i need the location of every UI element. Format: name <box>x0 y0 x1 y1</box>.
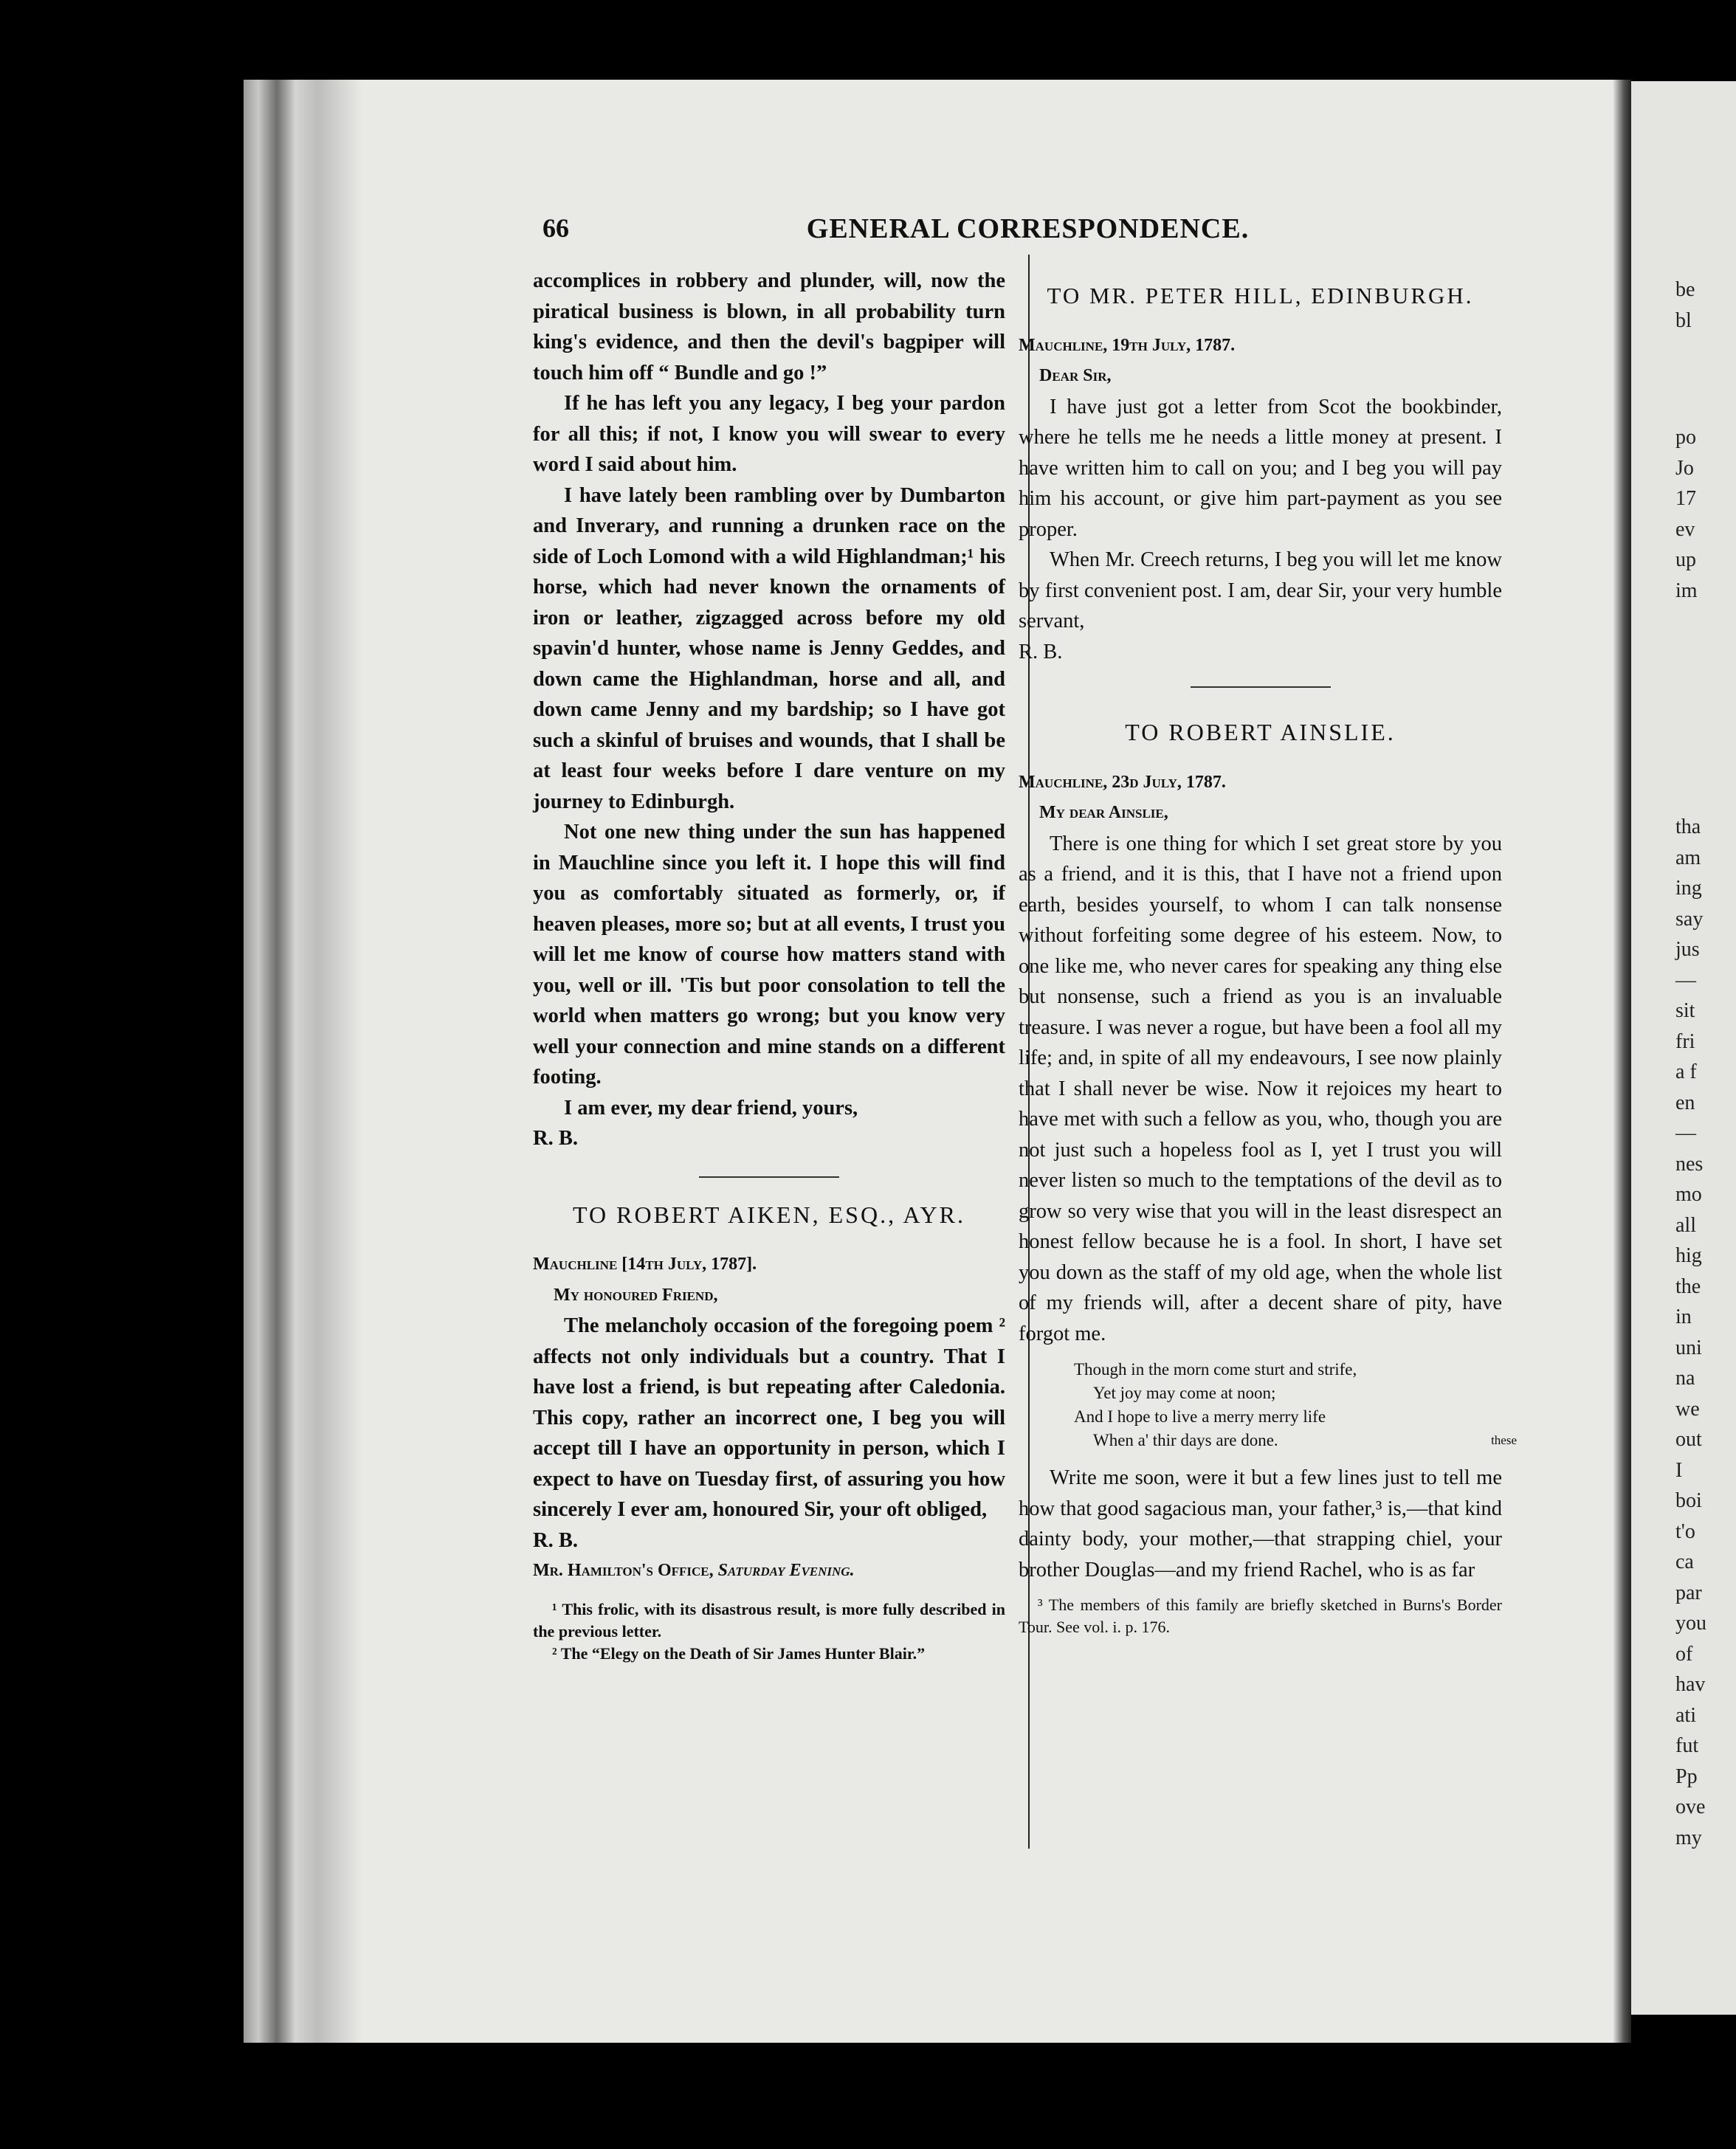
fragment: ati <box>1675 1703 1696 1727</box>
fragment: — <box>1675 1122 1696 1145</box>
letter-heading: TO ROBERT AINSLIE. <box>1125 719 1396 745</box>
verse-margin-word: these <box>1491 1433 1517 1447</box>
fragment: jus <box>1675 938 1700 961</box>
fragment: na <box>1675 1367 1695 1390</box>
paragraph: I have just got a letter from Scot the bookbinder, where he tells me he needs a little money at present. I have written him to call on you; and I beg you will pay him his account, or give him part-payment as you see proper. <box>1019 395 1502 541</box>
footnote: ³ The members of this family are briefly sketched in Burns's Border Tour. See vol. i. p. 176. <box>1019 1596 1502 1636</box>
fragment: fri <box>1675 1029 1695 1053</box>
letter-heading: TO ROBERT AIKEN, ESQ., AYR. <box>573 1201 965 1228</box>
paragraph: Not one new thing under the sun has happened in Mauchline since you left it. I hope this will find you as comfortably situated as formerly, or, if heaven pleases, more so; but at all events, I trust you will let me know of course how matters stand with you, well or ill. 'Tis but poor consolation to tell the world when matters go wrong; but you know very well your connection and mine stands on a different footing. <box>533 821 1005 1089</box>
fragment: say <box>1675 907 1704 931</box>
footnotes <box>533 1598 1005 1665</box>
verse-line-text: When a' thir days are done. <box>1093 1431 1278 1449</box>
footnotes <box>1019 1594 1502 1638</box>
paragraph: If he has left you any legacy, I beg your pardon for all this; if not, I know you will swear to every word I said about him. <box>533 392 1005 476</box>
dateline: Mauchline, 23d July, 1787. <box>1019 772 1226 792</box>
fragment: ev <box>1675 517 1695 541</box>
fragment: uni <box>1675 1336 1702 1359</box>
facing-page-text-block2 <box>1675 812 1706 1853</box>
fragment: par <box>1675 1581 1702 1604</box>
fragment: im <box>1675 579 1698 602</box>
facing-page-text-top <box>1675 275 1695 336</box>
fragment: fut <box>1675 1734 1699 1757</box>
fragment: up <box>1675 548 1696 571</box>
fragment: of <box>1675 1642 1693 1666</box>
fragment: ing <box>1675 877 1702 900</box>
fragment: ove <box>1675 1796 1706 1818</box>
signature: R. B. <box>533 1127 578 1150</box>
dateline: Mauchline [14th July, 1787]. <box>533 1255 757 1274</box>
fragment: Pp <box>1675 1765 1698 1788</box>
fragment: nes <box>1675 1152 1704 1176</box>
fragment: boi <box>1675 1489 1702 1512</box>
footnote: ¹ This frolic, with its disastrous result, is more fully described in the previous letter. <box>533 1599 1005 1641</box>
divider-rule <box>699 1176 839 1178</box>
letter-heading: TO MR. PETER HILL, EDINBURGH. <box>1047 283 1474 308</box>
verse-line <box>1074 1429 1517 1452</box>
salutation: Dear Sir, <box>1039 366 1112 385</box>
page-edge-shadow <box>1613 80 1631 2043</box>
fragment: sit <box>1675 999 1695 1022</box>
fragment: we <box>1675 1397 1700 1421</box>
facing-page-text-block1 <box>1675 422 1698 606</box>
closing-line: I am ever, my dear friend, yours, <box>564 1096 858 1120</box>
fragment: hig <box>1675 1244 1702 1267</box>
salutation: My dear Ainslie, <box>1039 803 1168 822</box>
fragment: po <box>1675 426 1696 449</box>
fragment: I <box>1675 1458 1683 1482</box>
paragraph: accomplices in robbery and plunder, will, now the piratical business is blown, in all probability turn king's evidence, and then the devil's bagpiper will touch him off “ Bundle and go !” <box>533 269 1005 384</box>
postscript <box>533 1556 1005 1587</box>
paragraph: Write me soon, were it but a few lines just to tell me how that good sagacious man, your father,³ is,—that kind dainty body, your mother,—that strapping chiel, your brother Douglas—and my friend Rachel, who is as far <box>1019 1466 1502 1581</box>
fragment: bl <box>1675 308 1692 332</box>
fragment: Jo <box>1675 456 1694 480</box>
fragment: hav <box>1675 1673 1706 1696</box>
salutation: My honoured Friend, <box>554 1285 718 1305</box>
dateline: Mauchline, 19th July, 1787. <box>1019 335 1236 355</box>
fragment: be <box>1675 278 1695 301</box>
fragment: the <box>1675 1274 1701 1298</box>
running-head: GENERAL CORRESPONDENCE. <box>806 213 1250 244</box>
fragment: ca <box>1675 1550 1694 1573</box>
paragraph: The melancholy occasion of the foregoing poem ² affects not only individuals but a country. That I have lost a friend, is but repeating after Caledonia. This copy, rather an incorrect one, I beg you will accept till I have an opportunity in person, which I expect to have on Tuesday first, of assuring you how sincerely I ever am, honoured Sir, your oft obliged, <box>533 1314 1005 1521</box>
signature: R. B. <box>533 1528 578 1552</box>
page-header <box>542 213 1513 249</box>
verse-stanza <box>1019 1358 1517 1452</box>
page-number: 66 <box>542 213 569 243</box>
fragment: in <box>1675 1305 1692 1328</box>
signature: R. B. <box>1019 640 1063 663</box>
footnote: ² The “Elegy on the Death of Sir James Hunter Blair.” <box>552 1643 926 1663</box>
verse-line: And I hope to live a merry merry life <box>1074 1407 1326 1426</box>
fragment: — <box>1675 968 1696 992</box>
fragment: a f <box>1675 1060 1697 1083</box>
verse-line: Yet joy may come at noon; <box>1093 1384 1276 1402</box>
letter-body <box>533 1311 1005 1556</box>
verse-line: Though in the morn come sturt and strife, <box>1074 1360 1357 1379</box>
fragment: tha <box>1675 815 1701 838</box>
fragment: t'o <box>1675 1520 1695 1543</box>
postscript-place: Mr. Hamilton's Office, <box>533 1561 718 1580</box>
paragraph: When Mr. Creech returns, I beg you will let me know by first convenient post. I am, dear Sir, your very humble servant, <box>1019 548 1502 632</box>
book-gutter-shadow <box>244 80 362 2043</box>
paragraph: I have lately been rambling over by Dumbarton and Inverary, and running a drunken race on the side of Loch Lomond with a wild Highlandman;¹ his horse, which had never known the ornaments of iron or leather, zigzagged across before my old spavin'd hunter, whose name is Jenny Geddes, and down came the Highlandman, horse and all, and down came Jenny and my bardship; so I have got such a skinful of bruises and wounds, that I shall be at least four weeks before I dare venture on my journey to Edinburgh. <box>533 483 1005 813</box>
fragment: 17 <box>1675 487 1696 510</box>
fragment: out <box>1675 1428 1702 1451</box>
fragment: am <box>1675 846 1701 869</box>
continuation-text <box>533 266 1005 1154</box>
right-column <box>1019 273 1517 1638</box>
fragment: you <box>1675 1612 1706 1635</box>
fragment: en <box>1675 1091 1695 1114</box>
fragment: my <box>1675 1826 1702 1849</box>
postscript-time: Saturday Evening. <box>717 1561 855 1580</box>
left-column <box>533 266 1005 1665</box>
paragraph: There is one thing for which I set great store by you as a friend, and it is this, that I have not a friend upon earth, besides yourself, to whom I can talk nonsense without forfeiting some degree of his esteem. Now, to one like me, who never cares for speaking any thing else but nonsense, such a friend as you is an invaluable treasure. I was never a rogue, but have been a fool all my life; and, in spite of all my endeavours, I see now plainly that I shall never be wise. Now it rejoices my heart to have met with such a fellow as you, who, though you are not just such a hopeless fool as I, yet I trust you will never listen so much to the temptations of the devil as to grow so very wise that you will in the least disrespect an honest fellow because he is a fool. In short, I have set you down as the staff of my old age, when the whole list of my friends will, after a decent share of pity, have forgot me. <box>1019 832 1502 1345</box>
divider-rule <box>1191 686 1331 688</box>
fragment: all <box>1675 1213 1696 1237</box>
fragment: mo <box>1675 1183 1702 1206</box>
